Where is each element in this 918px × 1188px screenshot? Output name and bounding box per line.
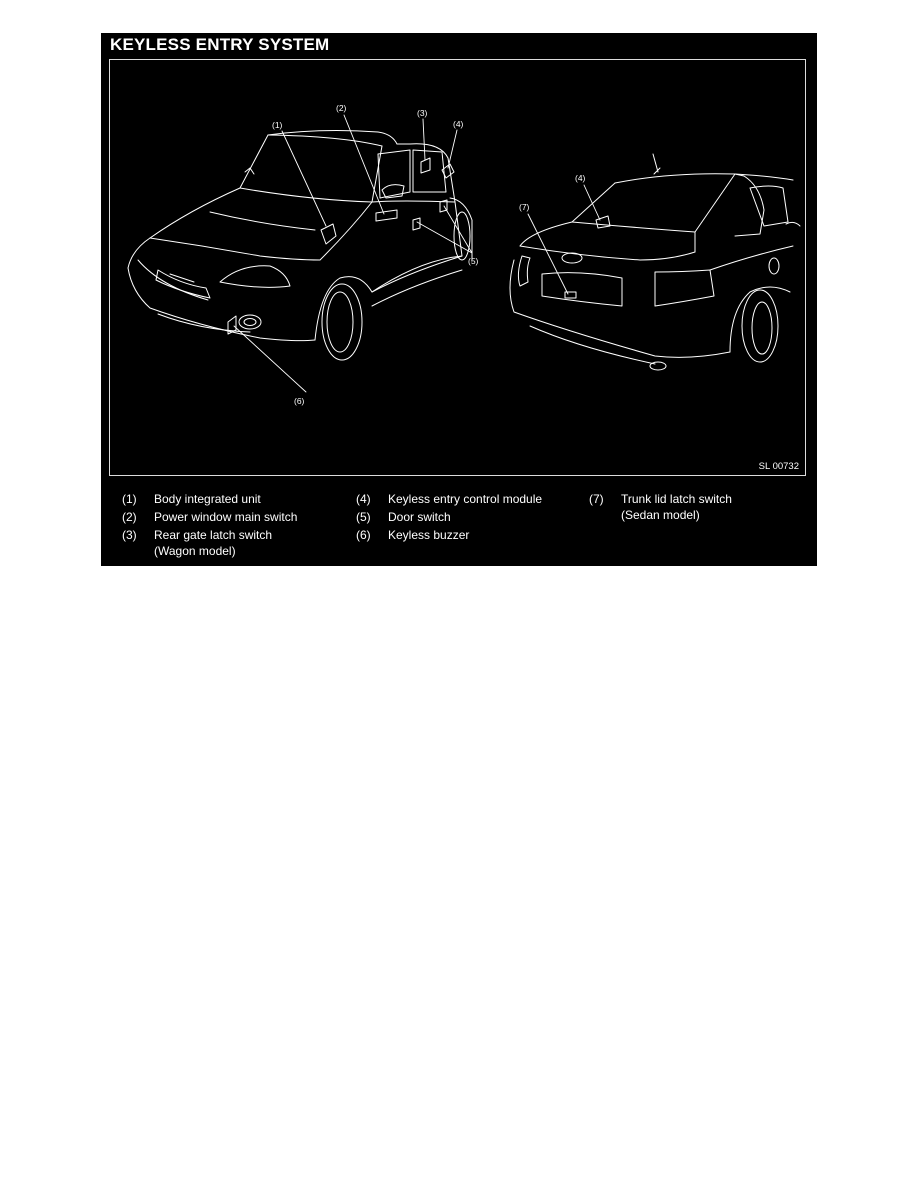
leader-lines	[234, 115, 600, 392]
legend-label-3-note: (Wagon model)	[154, 544, 236, 558]
callout-6: (6)	[294, 396, 305, 406]
callout-5: (5)	[468, 256, 479, 266]
legend-num-1: (1)	[122, 492, 137, 506]
legend-num-2: (2)	[122, 510, 137, 524]
legend-label-3: Rear gate latch switch	[154, 528, 273, 542]
figure-code: SL 00732	[758, 461, 799, 472]
legend-num-7: (7)	[589, 492, 604, 506]
callout-7: (7)	[519, 202, 530, 212]
legend-label-7-note: (Sedan model)	[621, 508, 700, 522]
rear-car-outline	[510, 154, 800, 370]
callout-2: (2)	[336, 103, 347, 113]
legend-num-3: (3)	[122, 528, 137, 542]
callout-3: (3)	[417, 108, 428, 118]
legend-label-4: Keyless entry control module	[388, 492, 543, 506]
callout-4: (4)	[453, 119, 464, 129]
car-diagram	[110, 60, 807, 477]
callout-4-rear: (4)	[575, 173, 586, 183]
legend-num-5: (5)	[356, 510, 371, 524]
callout-labels	[272, 103, 586, 406]
front-car-outline	[128, 131, 472, 360]
figure-title: KEYLESS ENTRY SYSTEM	[110, 35, 330, 54]
legend-label-6: Keyless buzzer	[388, 528, 470, 542]
legend-num-4: (4)	[356, 492, 371, 506]
legend-num-6: (6)	[356, 528, 371, 542]
diagram-frame	[109, 59, 806, 476]
front-components	[228, 158, 454, 334]
callout-1: (1)	[272, 120, 283, 130]
legend-label-1: Body integrated unit	[154, 492, 261, 506]
legend-label-5: Door switch	[388, 510, 451, 524]
legend-label-7: Trunk lid latch switch	[621, 492, 732, 506]
legend-label-2: Power window main switch	[154, 510, 298, 524]
figure-panel	[101, 33, 817, 566]
